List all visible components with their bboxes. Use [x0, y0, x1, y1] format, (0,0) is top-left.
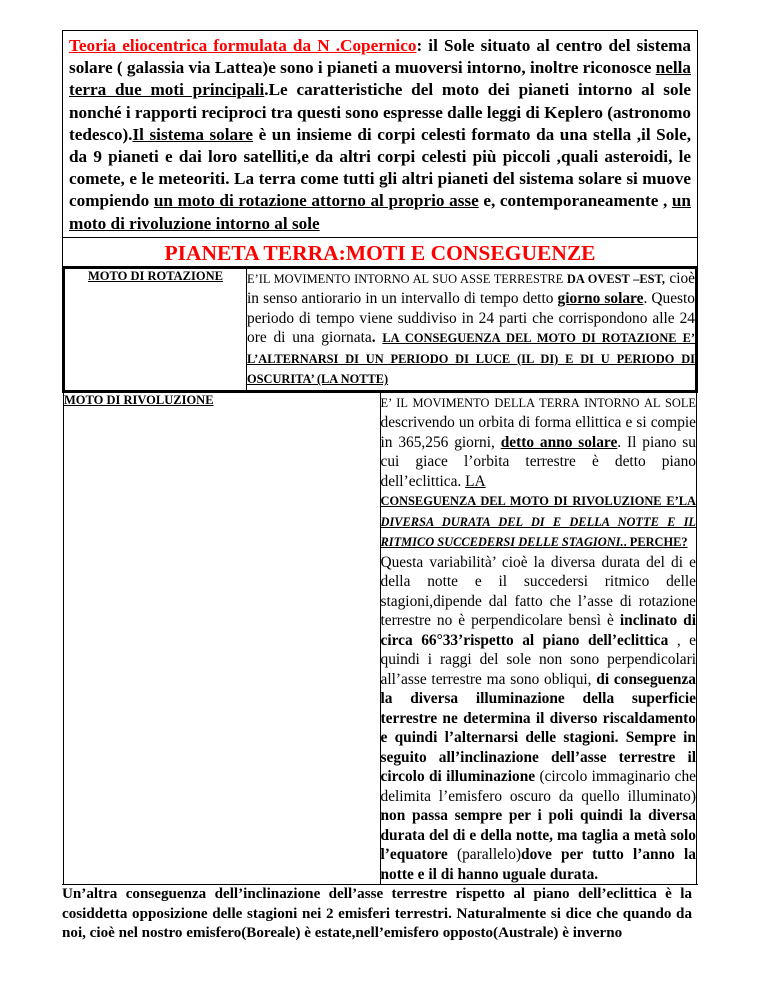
intro-underlined-3: un moto di rotazione attorno al proprio asse: [153, 191, 479, 211]
rotazione-row: [64, 267, 697, 391]
intro-underlined-2: Il sistema solare: [132, 124, 254, 144]
rivoluzione-row: [64, 391, 697, 884]
intro-text-4: e, contemporaneamente ,: [478, 191, 672, 211]
rotazione-label: MOTO DI ROTAZIONE: [65, 269, 247, 390]
intro-underlined-1: nella terra due moti principali: [69, 58, 691, 100]
intro-underlined-4: un moto di rivoluzione intorno al sole: [69, 191, 691, 233]
rivoluzione-label: MOTO DI RIVOLUZIONE: [64, 391, 381, 884]
section-title: PIANETA TERRA:MOTI E CONSEGUENZE: [62, 237, 698, 266]
intro-text-2: .Le caratteristiche del moto dei pianeti intorno al sole nonché i rapporti reciproci tra questi sono espresse dalle leggi di Keplero (astronomo tedesco).: [69, 80, 691, 144]
intro-paragraph: [62, 30, 698, 237]
rivoluzione-description: E’ IL MOVIMENTO DELLA TERRA INTORNO AL SOLE descrivendo un orbita di forma ellittica e si compie in 365,256 giorni, detto anno solare. Il piano su cui giace l’orbita terrestre è detto piano dell’eclittica. LA CONSEGUENZA DEL MOTO DI RIVOLUZIONE E’LA DIVERSA DURATA DEL DI E DELLA NOTTE E IL RITMICO SUCCEDERSI DELLE STAGIONI.. PERCHE? Questa variabilità’ cioè la diversa durata del di e della notte e il succedersi ritmico delle stagioni,dipende dal fatto che l’asse di rotazione terrestre no è perpendicolare bensì è inclinato di circa 66°33’rispetto al piano dell’eclittica , e quindi i raggi del sole non sono perpendicolari all’asse terrestre ma sono obliqui, di conseguenza la diversa illuminazione della superficie terrestre ne determina il diverso riscaldamento e quindi l’alternarsi delle stagioni. Sempre in seguito all’inclinazione dell’asse terrestre il circolo di illuminazione (circolo immaginario che delimita l’emisfero oscuro da quello illuminato) non passa sempre per i poli quindi la diversa durata del di e della notte, ma taglia a metà solo l’equatore (parallelo)dove per tutto l’anno la notte e il di hanno uguale durata.: [380, 391, 697, 884]
teoria-heading: Teoria eliocentrica: [69, 36, 208, 55]
intro-text-1: : il Sole situato al centro del sistema solare ( galassia via Lattea)e sono i pianeti a muoversi intorno, inoltre riconosce: [69, 36, 692, 78]
copernico-credit: formulata da N .Copernico: [207, 36, 417, 55]
intro-text-3: è un insieme di corpi celesti formato da una stella ,il Sole, da 9 pianeti e dai loro satelliti,e da altri corpi celesti più piccoli ,quali asteroidi, le comete, e le meteoriti. La terra come tutti gli altri pianeti del sistema solare si muove compiendo: [69, 124, 691, 211]
outro-paragraph: Un’altra conseguenza dell’inclinazione dell’asse terrestre rispetto al piano dell’eclittica è la cosiddetta opposizione delle stagioni nei 2 emisferi terrestri. Naturalmente si dice che quando da noi, cioè nel nostro emisfero(Boreale) è estate,nell’emisfero opposto(Australe) è inverno: [62, 884, 698, 944]
rotazione-description: E’IL MOVIMENTO INTORNO AL SUO ASSE TERRESTRE DA OVEST –EST, cioè in senso antiorario in un intervallo di tempo detto giorno solare. Questo periodo di tempo viene suddiviso in 24 parti che corrispondono alle 24 ore di una giornata. LA CONSEGUENZA DEL MOTO DI ROTAZIONE E’ L’ALTERNARSI DI UN PERIODO DI LUCE (IL DI) E DI U PERIODO DI OSCURITA’ (LA NOTTE): [247, 269, 696, 387]
document-page: [62, 30, 698, 944]
moti-table: [62, 266, 698, 885]
